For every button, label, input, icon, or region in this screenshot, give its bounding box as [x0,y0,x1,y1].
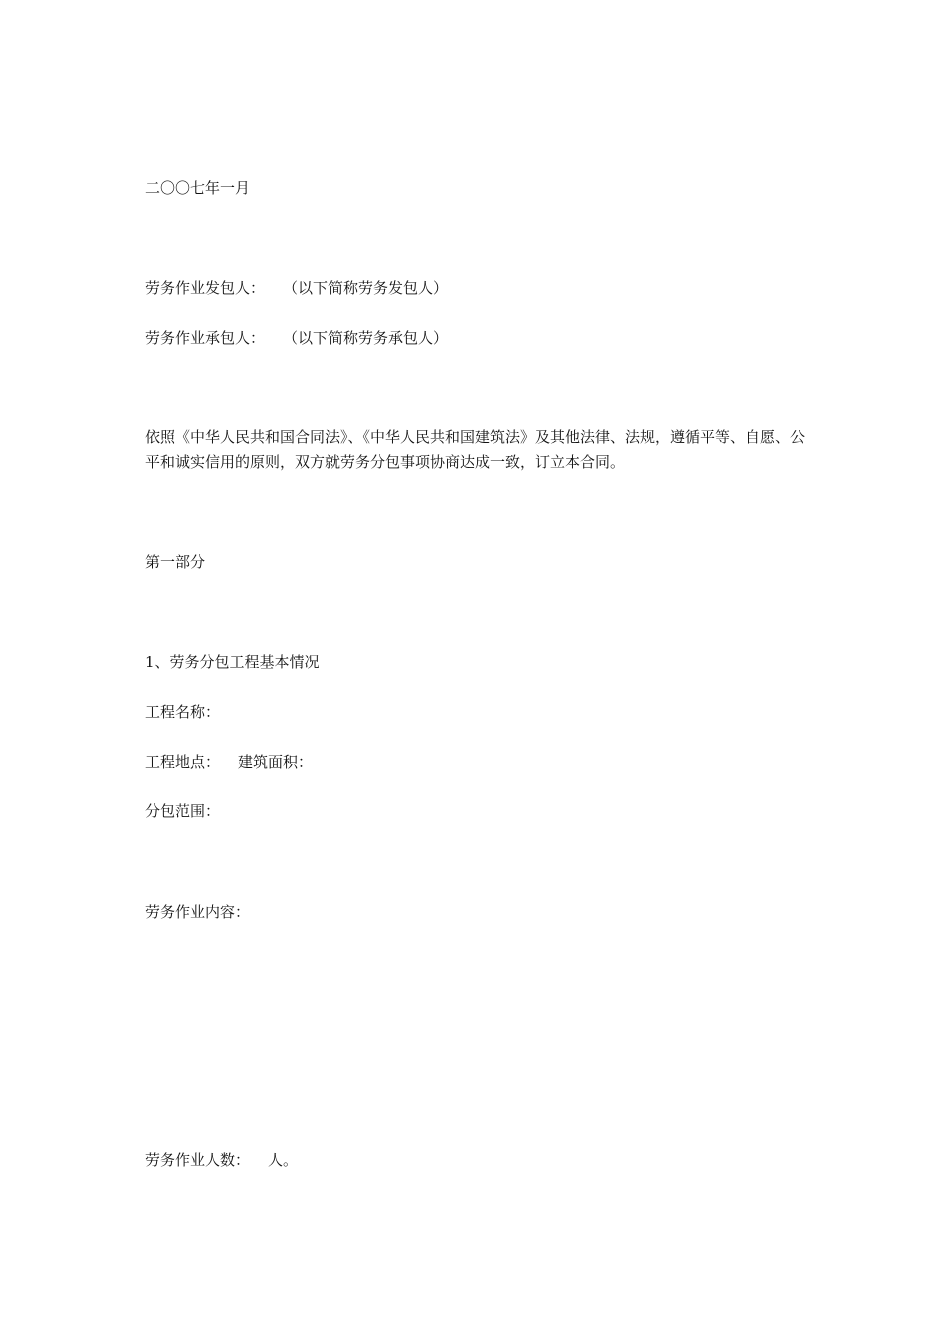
employer-label: 劳务作业发包人： [145,279,266,297]
contractor-label: 劳务作业承包人： [145,329,266,347]
scope-label: 分包范围： [145,802,221,820]
worker-count-unit: 人。 [268,1151,299,1169]
part-title: 第一部分 [145,553,206,571]
document-date: 二〇〇七年一月 [145,179,251,197]
worker-count-line [145,1150,298,1170]
contractor-line [145,328,448,348]
section-heading: 1、劳务分包工程基本情况 [145,653,320,671]
work-content-label: 劳务作业内容： [145,903,251,921]
project-name-label: 工程名称： [145,703,221,721]
contractor-note: （以下简称劳务承包人） [283,329,449,347]
project-location-label: 工程地点： [145,753,221,771]
employer-note: （以下简称劳务发包人） [283,279,449,297]
project-location-line [145,752,313,772]
preamble-paragraph: 依照《中华人民共和国合同法》、《中华人民共和国建筑法》及其他法律、法规，遵循平等、自愿、公平和诚实信用的原则，双方就劳务分包事项协商达成一致，订立本合同。 [145,428,806,471]
employer-line [145,278,448,298]
building-area-label: 建筑面积： [238,753,314,771]
worker-count-label: 劳务作业人数： [145,1151,251,1169]
